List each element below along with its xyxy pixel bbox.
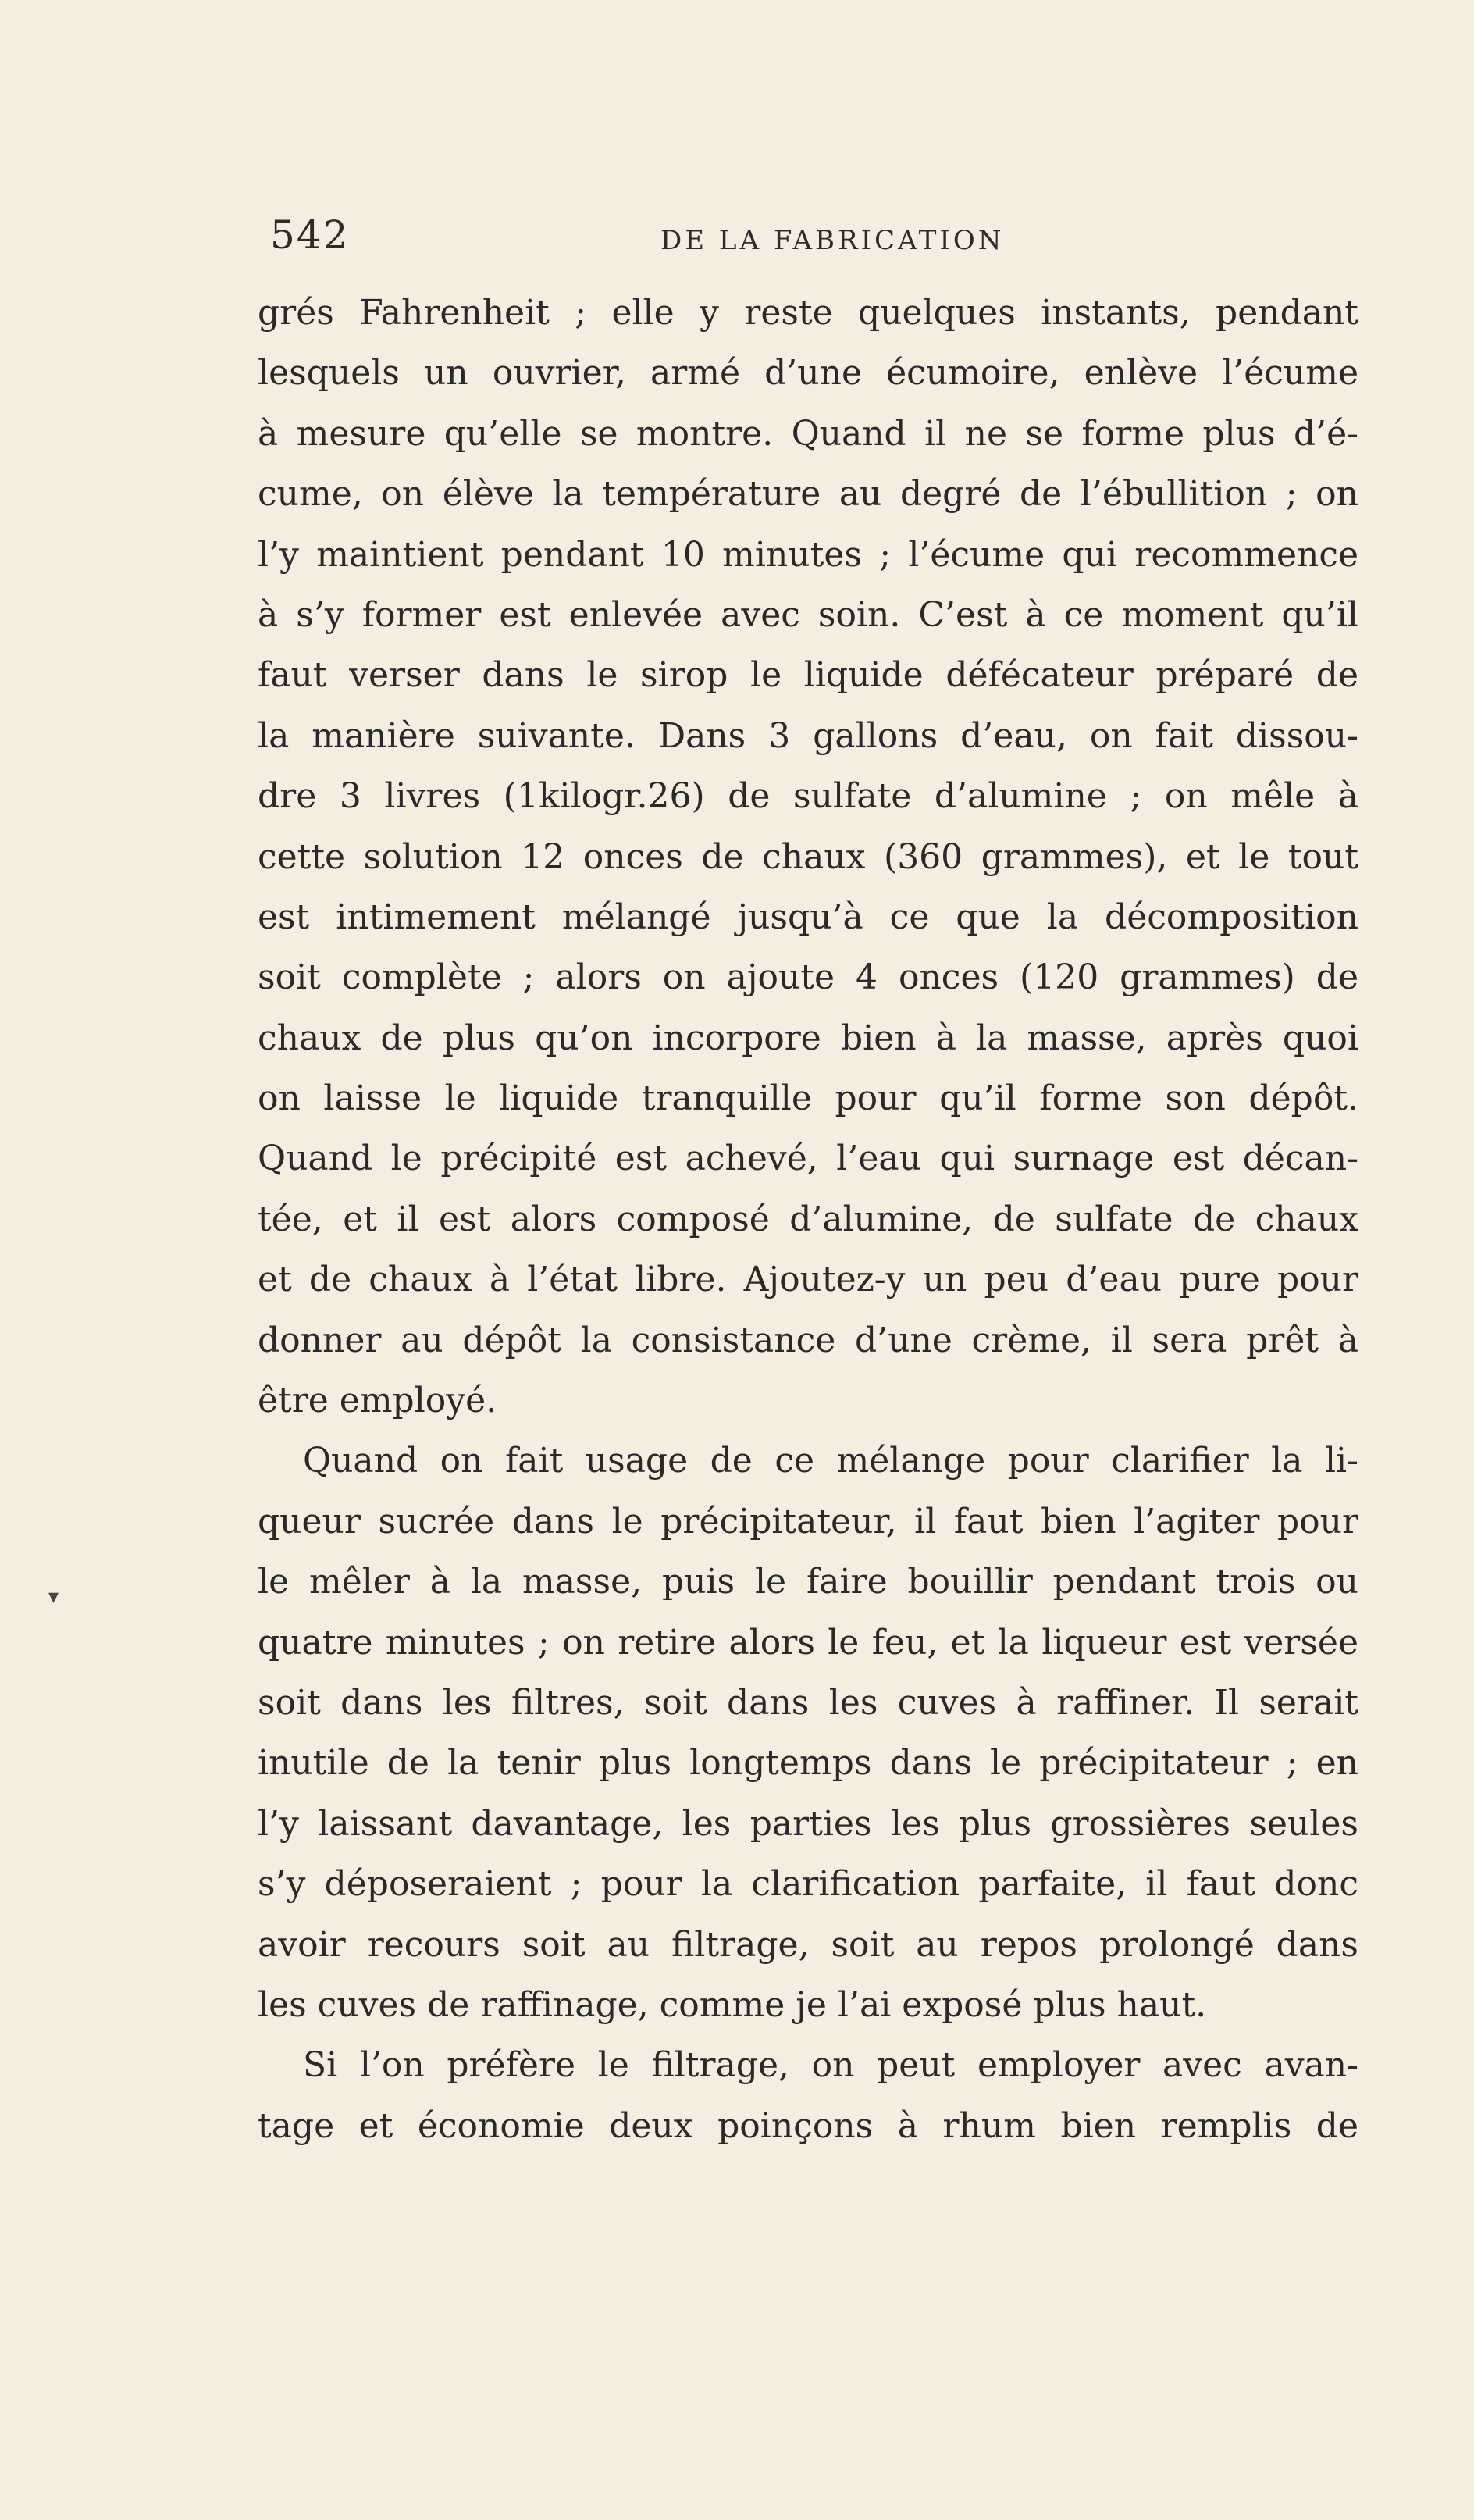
text-line: l’y laissant davantage, les parties les plus grossières seules [258, 1803, 1358, 1844]
text-line: les cuves de raffinage, comme je l’ai exposé plus haut. [258, 1984, 1207, 2025]
text-line: tée, et il est alors composé d’alumine, de sulfate de chaux [258, 1199, 1358, 1239]
text-line: chaux de plus qu’on incorpore bien à la masse, après quoi [258, 1018, 1358, 1058]
text-line: le mêler à la masse, puis le faire bouillir pendant trois ou [258, 1562, 1358, 1602]
text-line: queur sucrée dans le précipitateur, il faut bien l’agiter pour [258, 1501, 1358, 1542]
text-line: tage et économie deux poinçons à rhum bien remplis de [258, 2105, 1358, 2146]
text-line: grés Fahrenheit ; elle y reste quelques instants, pendant [258, 293, 1358, 333]
page-number: 542 [270, 212, 350, 258]
text-line: cume, on élève la température au degré de l’ébullition ; on [258, 474, 1358, 515]
text-line: on laisse le liquide tranquille pour qu’il forme son dépôt. [258, 1078, 1358, 1119]
text-line: est intimement mélangé jusqu’à ce que la décomposition [258, 896, 1358, 937]
text-line: à s’y former est enlevée avec soin. C’est à ce moment qu’il [258, 594, 1358, 635]
text-line: être employé. [258, 1381, 497, 1421]
text-line: avoir recours soit au filtrage, soit au repos prolongé dans [258, 1924, 1358, 1965]
text-line: Quand on fait usage de ce mélange pour clarifier la li- [303, 1441, 1358, 1481]
text-line: faut verser dans le sirop le liquide défécateur préparé de [258, 655, 1358, 696]
body-text [258, 283, 1358, 2156]
margin-mark: ▾ [48, 1585, 59, 1609]
text-line: soit complète ; alors on ajoute 4 onces (120 grammes) de [258, 957, 1358, 998]
text-line: s’y déposeraient ; pour la clarification parfaite, il faut donc [258, 1864, 1358, 1905]
text-line: donner au dépôt la consistance d’une crème, il sera prêt à [258, 1320, 1358, 1360]
text-line: Quand le précipité est achevé, l’eau qui surnage est décan- [258, 1139, 1358, 1179]
text-line: dre 3 livres (1kilogr.26) de sulfate d’alumine ; on mêle à [258, 776, 1358, 817]
text-line: lesquels un ouvrier, armé d’une écumoire, enlève l’écume [258, 353, 1358, 394]
text-line: quatre minutes ; on retire alors le feu, et la liqueur est versée [258, 1622, 1358, 1663]
text-line: Si l’on préfère le filtrage, on peut employer avec avan- [303, 2045, 1358, 2086]
running-title: DE LA FABRICATION [660, 225, 1005, 256]
text-line: et de chaux à l’état libre. Ajoutez-y un peu d’eau pure pour [258, 1260, 1358, 1300]
text-line: à mesure qu’elle se montre. Quand il ne se forme plus d’é- [258, 413, 1358, 454]
text-line: l’y maintient pendant 10 minutes ; l’écume qui recommence [258, 534, 1358, 575]
text-line: cette solution 12 onces de chaux (360 grammes), et le tout [258, 836, 1358, 877]
text-line: inutile de la tenir plus longtemps dans le précipitateur ; en [258, 1743, 1358, 1784]
text-line: soit dans les filtres, soit dans les cuves à raffiner. Il serait [258, 1682, 1358, 1723]
text-line: la manière suivante. Dans 3 gallons d’eau, on fait dissou- [258, 715, 1358, 756]
page-header [270, 212, 1359, 267]
